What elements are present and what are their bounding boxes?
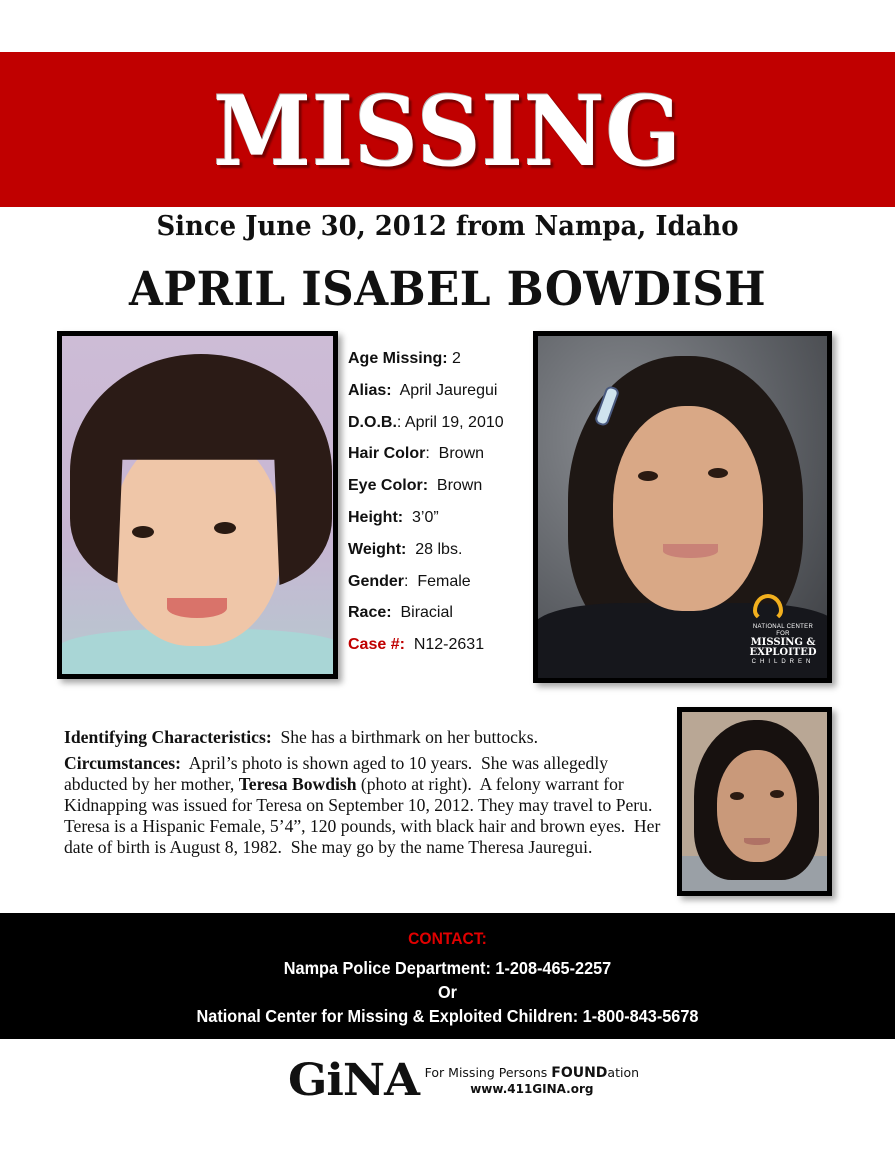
eye-left [132, 526, 154, 538]
heart-icon [753, 594, 783, 622]
eye-left [730, 792, 744, 800]
gina-logo: GiNA [288, 1055, 419, 1106]
eye-right [214, 522, 236, 534]
age-progressed-photo [533, 331, 832, 683]
mother-photo [677, 707, 832, 896]
missing-banner [0, 52, 895, 207]
missing-person-name: APRIL ISABEL BOWDISH [128, 262, 767, 317]
contact-or: Or [437, 982, 458, 1002]
fact-dob: D.O.B.: April 19, 2010 [348, 413, 504, 431]
face-shape [613, 406, 763, 611]
description [64, 727, 664, 863]
eye-left [638, 471, 658, 481]
gina-tagline: For Missing Persons FOUNDation www.411GINA.org [424, 1065, 640, 1096]
fact-eye-color: Eye Color: Brown [348, 477, 483, 495]
contact-title: CONTACT: [408, 929, 487, 948]
contact-ncmec: National Center for Missing & Exploited Children: 1-800-843-5678 [196, 1006, 699, 1026]
contact-nampa-police: Nampa Police Department: 1-208-465-2257 [283, 958, 612, 978]
fact-age-missing: Age Missing: 2 [348, 350, 461, 367]
gina-footer [288, 1055, 640, 1106]
ncmec-logo: NATIONAL CENTER FOR MISSING & EXPLOITED CHILDREN [747, 594, 819, 672]
mouth-shape [663, 544, 718, 558]
fact-alias: Alias: April Jauregui [348, 381, 498, 399]
circumstances: Circumstances: April’s photo is shown aged to 10 years. She was allegedly abducted by her mother, Teresa Bowdish (photo at right). A felony warrant for Kidnapping was issued for Teresa on September 10, 2012. They may travel to Peru. Teresa is a Hispanic Female, 5’4”, 120 pounds, with black hair and brown eyes. Her date of birth is August 8, 1982. She may go by the name Theresa Jauregui. [64, 753, 665, 857]
eye-right [708, 468, 728, 478]
contact-band [0, 913, 895, 1039]
fact-hair-color: Hair Color: Brown [348, 445, 485, 463]
fact-gender: Gender: Female [348, 572, 471, 590]
banner-title: MISSING [213, 74, 682, 188]
fact-race: Race: Biracial [348, 604, 453, 622]
missing-since-line: Since June 30, 2012 from Nampa, Idaho [156, 211, 739, 242]
mouth-shape [744, 838, 770, 845]
fact-case-number: Case #: N12-2631 [348, 636, 485, 654]
mouth-shape [167, 598, 227, 618]
fact-weight: Weight: 28 lbs. [348, 540, 463, 558]
identifying-characteristics: Identifying Characteristics: She has a birthmark on her buttocks. [64, 727, 538, 747]
eye-right [770, 790, 784, 798]
face-shape [717, 750, 797, 862]
fact-height: Height: 3’0” [348, 508, 439, 526]
child-photo [57, 331, 338, 679]
facts-list [348, 350, 528, 668]
gina-url: www.411GINA.org [470, 1082, 594, 1096]
